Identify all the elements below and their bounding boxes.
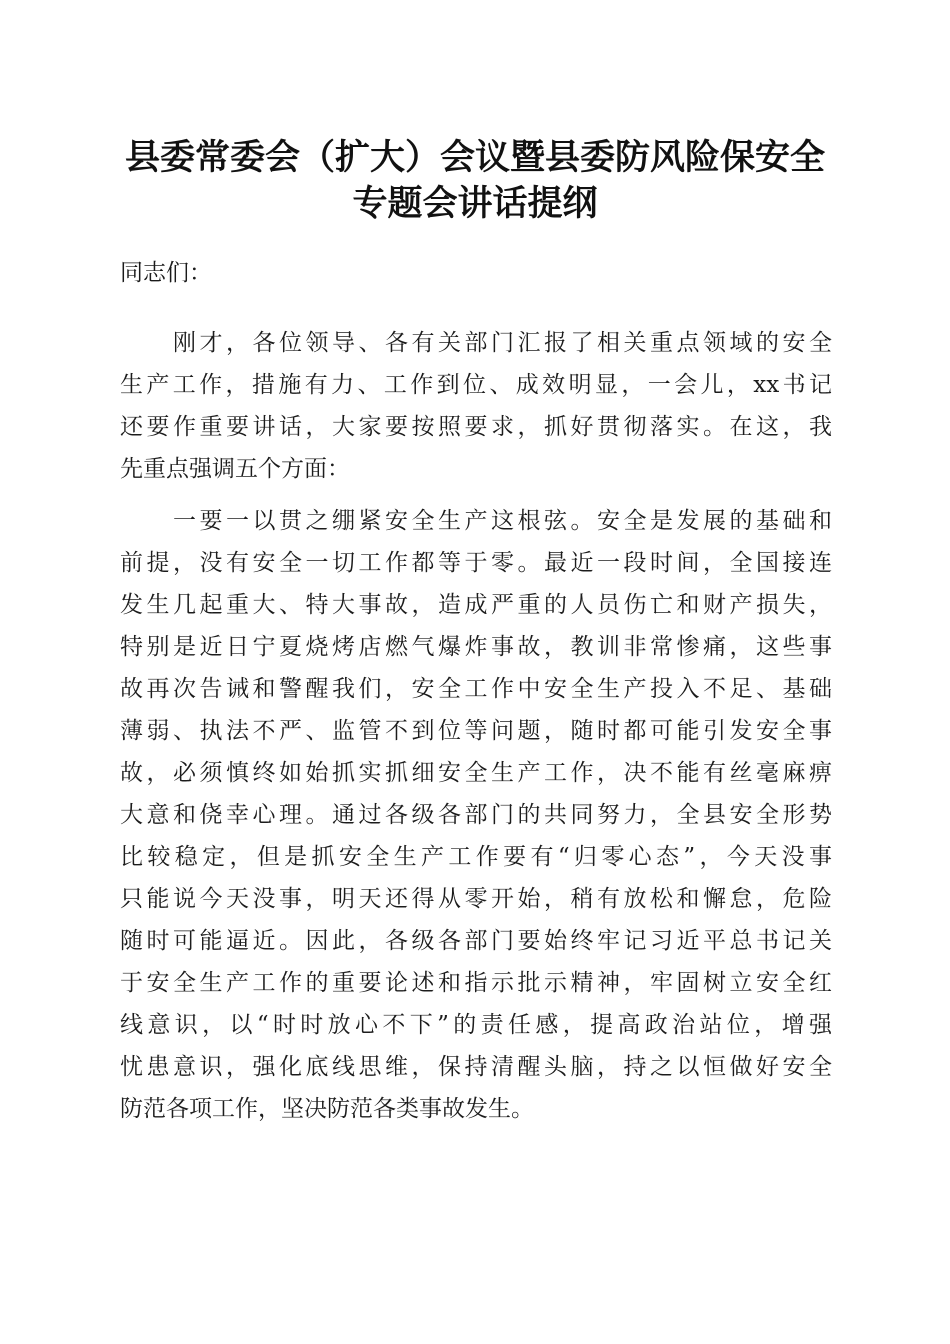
paragraph-2-line: 只能说今天没事，明天还得从零开始，稍有放松和懈怠，危险 (120, 886, 832, 912)
paragraph-2-line: 线意识，以“时时放心不下”的责任感，提高政治站位，增强 (120, 1012, 832, 1038)
paragraph-2-line: 前提，没有安全一切工作都等于零。最近一段时间，全国接连 (120, 550, 832, 576)
paragraph-1-line: 先重点强调五个方面： (120, 456, 350, 482)
paragraph-2-line: 于安全生产工作的重要论述和指示批示精神，牢固树立安全红 (120, 970, 832, 996)
paragraph-2-line: 薄弱、执法不严、监管不到位等问题，随时都可能引发安全事 (120, 718, 832, 744)
paragraph-2-line: 大意和侥幸心理。通过各级各部门的共同努力，全县安全形势 (120, 802, 832, 828)
paragraph-2-line: 防范各项工作，坚决防范各类事故发生。 (120, 1096, 534, 1122)
document-title-line-2: 专题会讲话提纲 (352, 183, 598, 224)
paragraph-2-line: 比较稳定，但是抓安全生产工作要有“归零心态”，今天没事 (120, 844, 832, 870)
paragraph-2-line: 发生几起重大、特大事故，造成严重的人员伤亡和财产损失， (120, 592, 832, 618)
salutation: 同志们： (120, 260, 212, 286)
paragraph-2-line: 随时可能逼近。因此，各级各部门要始终牢记习近平总书记关 (120, 928, 832, 954)
paragraph-1-line: 生产工作，措施有力、工作到位、成效明显，一会儿，xx书记 (120, 372, 832, 398)
paragraph-2-line: 故再次告诫和警醒我们，安全工作中安全生产投入不足、基础 (120, 676, 832, 702)
paragraph-1-line: 还要作重要讲话，大家要按照要求，抓好贯彻落实。在这，我 (120, 414, 832, 440)
paragraph-2-line: 特别是近日宁夏烧烤店燃气爆炸事故，教训非常惨痛，这些事 (120, 634, 832, 660)
paragraph-1-line: 刚才，各位领导、各有关部门汇报了相关重点领域的安全 (120, 330, 832, 356)
document-title-line-1: 县委常委会（扩大）会议暨县委防风险保安全 (124, 137, 825, 178)
paragraph-2-line: 一要一以贯之绷紧安全生产这根弦。安全是发展的基础和 (120, 508, 832, 534)
paragraph-2-line: 故，必须慎终如始抓实抓细安全生产工作，决不能有丝毫麻痹 (120, 760, 832, 786)
paragraph-2-line: 忧患意识，强化底线思维，保持清醒头脑，持之以恒做好安全 (120, 1054, 832, 1080)
